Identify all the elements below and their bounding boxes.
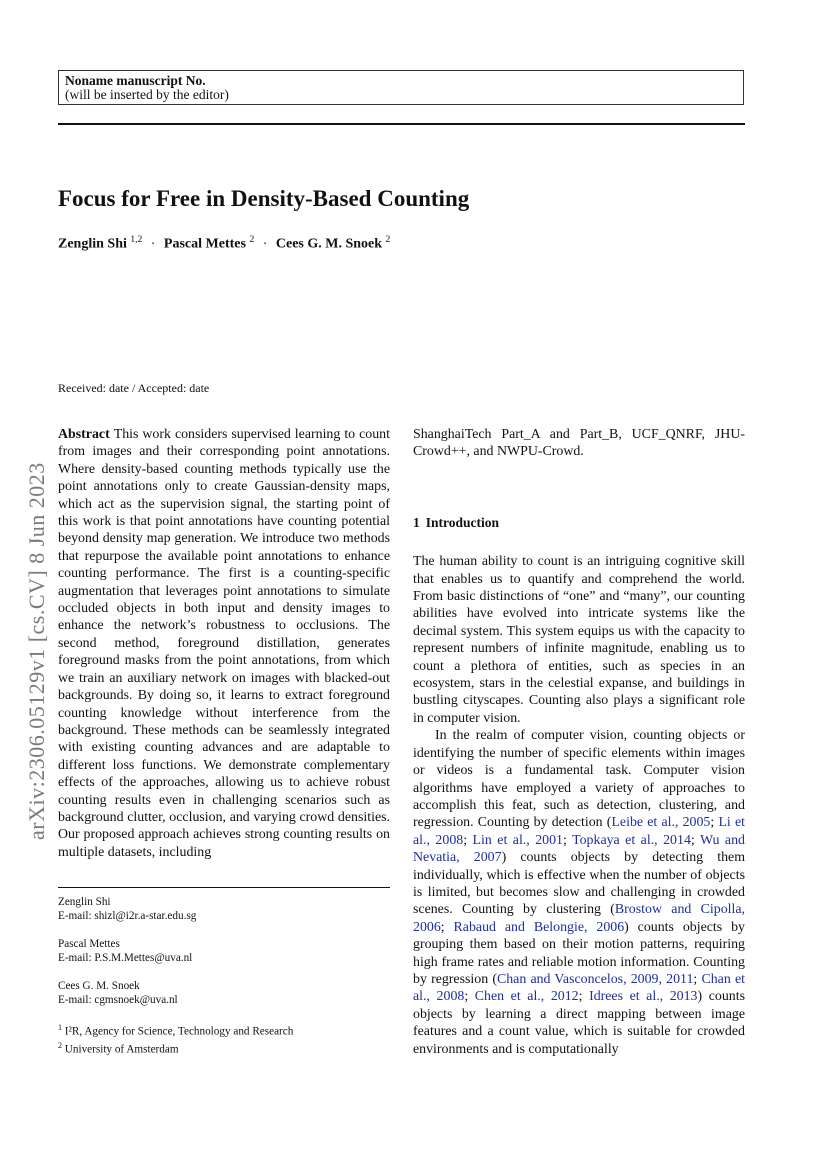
section-title: Introduction bbox=[425, 514, 500, 530]
author-list bbox=[58, 235, 758, 253]
paragraph-text: ; bbox=[463, 832, 473, 848]
paragraph-text: ; bbox=[440, 919, 454, 935]
citation-link[interactable]: Topkaya et al., 2014 bbox=[572, 832, 691, 848]
author-affiliation-mark: 2 bbox=[385, 235, 391, 245]
section-heading-introduction bbox=[413, 514, 745, 531]
affiliation-footnote bbox=[58, 1039, 390, 1057]
citation-link[interactable]: Li et al., 2008 bbox=[413, 815, 745, 848]
paragraph-text: ) counts objects by learning a direct mapping between image features and a count value, which is suitable for crowded environments and is computationally bbox=[413, 989, 745, 1057]
section-number: 1 bbox=[413, 514, 420, 530]
citation-link[interactable]: Chen et al., 2012 bbox=[474, 989, 579, 1005]
citation-link[interactable]: Wu and Nevatia, 2007 bbox=[413, 832, 745, 866]
footnote-rule bbox=[58, 887, 390, 888]
header-rule bbox=[58, 123, 745, 125]
paragraph-text: ; bbox=[464, 989, 475, 1005]
affiliation-text: University of Amsterdam bbox=[64, 1043, 179, 1056]
editor-note: (will be inserted by the editor) bbox=[65, 87, 229, 102]
contact-name: Pascal Mettes bbox=[58, 938, 120, 950]
contact-block bbox=[58, 895, 390, 923]
citation-link[interactable]: Idrees et al., 2013 bbox=[589, 989, 698, 1005]
contact-name: Zenglin Shi bbox=[58, 896, 111, 908]
paragraph-text: ; bbox=[578, 989, 590, 1005]
footnote-mark: 1 bbox=[58, 1023, 62, 1032]
citation-link[interactable]: Brostow and Cipolla, 2006 bbox=[413, 902, 745, 935]
intro-paragraph-1: The human ability to count is an intriguing cognitive skill that enables us to quantify and comprehend the world. From basic distinctions of “one” and “many”, our counting abilities have evolved into intricate systems like the decimal system. This system equips us with the capacity to represent numbers of infinite magnitude, enabling us to count a plethora of entities, such as species in an ecosystem, stars in the celestial expanse, and buildings in bustling cityscapes. Counting also plays a significant role in computer vision. bbox=[413, 554, 745, 726]
paragraph-text: In the realm of computer vision, counting objects or identifying the number of specific elements within images or videos is a fundamental task. Computer vision algorithms have employed a variety of approaches to accomplish this feat, such as detection, clustering, and regression. Counting by detection ( bbox=[413, 728, 745, 831]
paragraph-text: ; bbox=[563, 832, 573, 848]
abstract-label: Abstract bbox=[58, 427, 110, 442]
intro-paragraph-2 bbox=[413, 727, 745, 1058]
right-column bbox=[413, 426, 745, 1058]
arxiv-identifier-stamp: arXiv:2306.05129v1 [cs.CV] 8 Jun 2023 bbox=[24, 462, 49, 840]
abstract-paragraph bbox=[58, 426, 390, 861]
manuscript-header-box bbox=[58, 70, 744, 105]
contact-email: E-mail: cgmsnoek@uva.nl bbox=[58, 994, 178, 1006]
footnotes bbox=[58, 895, 390, 1056]
author-name: Zenglin Shi bbox=[58, 236, 127, 252]
paragraph-text: ) counts objects by grouping them based on their motion patterns, requiring high frame rates and reliable motion information. Counting by regression ( bbox=[413, 919, 745, 987]
paper-title: Focus for Free in Density-Based Counting bbox=[58, 186, 470, 211]
citation-link[interactable]: Chan et al., 2008 bbox=[413, 971, 745, 1005]
contact-email: E-mail: P.S.M.Mettes@uva.nl bbox=[58, 952, 193, 964]
citation-link[interactable]: Rabaud and Belongie, 2006 bbox=[453, 919, 625, 935]
contact-block bbox=[58, 979, 390, 1007]
contact-name: Cees G. M. Snoek bbox=[58, 980, 140, 992]
author-name: Cees G. M. Snoek bbox=[275, 236, 383, 252]
paragraph-text: ; bbox=[693, 971, 702, 987]
paragraph-text: ; bbox=[710, 815, 719, 831]
citation-link[interactable]: Lin et al., 2001 bbox=[472, 832, 564, 848]
footnote-mark: 2 bbox=[58, 1040, 62, 1050]
contact-email: E-mail: shizl@i2r.a-star.edu.sg bbox=[58, 910, 197, 922]
contact-block bbox=[58, 937, 390, 965]
citation-link[interactable]: Chan and Vasconcelos, 2009, 2011 bbox=[496, 971, 694, 987]
received-accepted-line: Received: date / Accepted: date bbox=[58, 381, 210, 395]
author-name: Pascal Mettes bbox=[163, 236, 246, 252]
affiliation-footnote bbox=[58, 1021, 390, 1039]
citation-link[interactable]: Leibe et al., 2005 bbox=[611, 815, 711, 831]
affiliation-text: I²R, Agency for Science, Technology and Research bbox=[64, 1025, 294, 1038]
author-separator: · bbox=[262, 236, 268, 252]
abstract-text: This work considers supervised learning to count from images and their corresponding point annotations. Where density-based counting methods typically use the point annotations only to create Gaussian-density maps, which act as the supervision signal, the starting point of this work is that point annotations have counting potential beyond density map generation. We introduce two methods that repurpose the available point annotations to enhance counting performance. The first is a counting-specific augmentation that leverages point annotations to simulate occluded objects in both input and density images to enhance the network’s robustness to occlusions. The second method, foreground distillation, generates foreground masks from the point annotations, from which we train an auxiliary network on images with blacked-out backgrounds. By doing so, it learns to extract foreground counting knowledge without interference from the background. These methods can be seamlessly integrated with existing counting advances and are adaptable to different loss functions. We demonstrate complementary effects of the approaches, allowing us to achieve robust counting results even in challenging scenarios such as background clutter, occlusion, and varying crowd densities. Our proposed approach achieves strong counting results on multiple datasets, including bbox=[58, 427, 390, 860]
paragraph-text: ; bbox=[690, 832, 700, 848]
author-separator: · bbox=[150, 236, 156, 252]
author-affiliation-mark: 1,2 bbox=[130, 235, 143, 245]
abstract-continuation: ShanghaiTech Part_A and Part_B, UCF_QNRF, JHU-Crowd++, and NWPU-Crowd. bbox=[413, 427, 745, 460]
author-affiliation-mark: 2 bbox=[249, 235, 255, 245]
left-column bbox=[58, 426, 390, 861]
manuscript-number: Noname manuscript No. bbox=[65, 73, 206, 88]
paragraph-text: ) counts objects by detecting them individually, which is effective when the number of objects is limited, but becomes slow and challenging in crowded scenes. Counting by clustering ( bbox=[413, 850, 745, 918]
